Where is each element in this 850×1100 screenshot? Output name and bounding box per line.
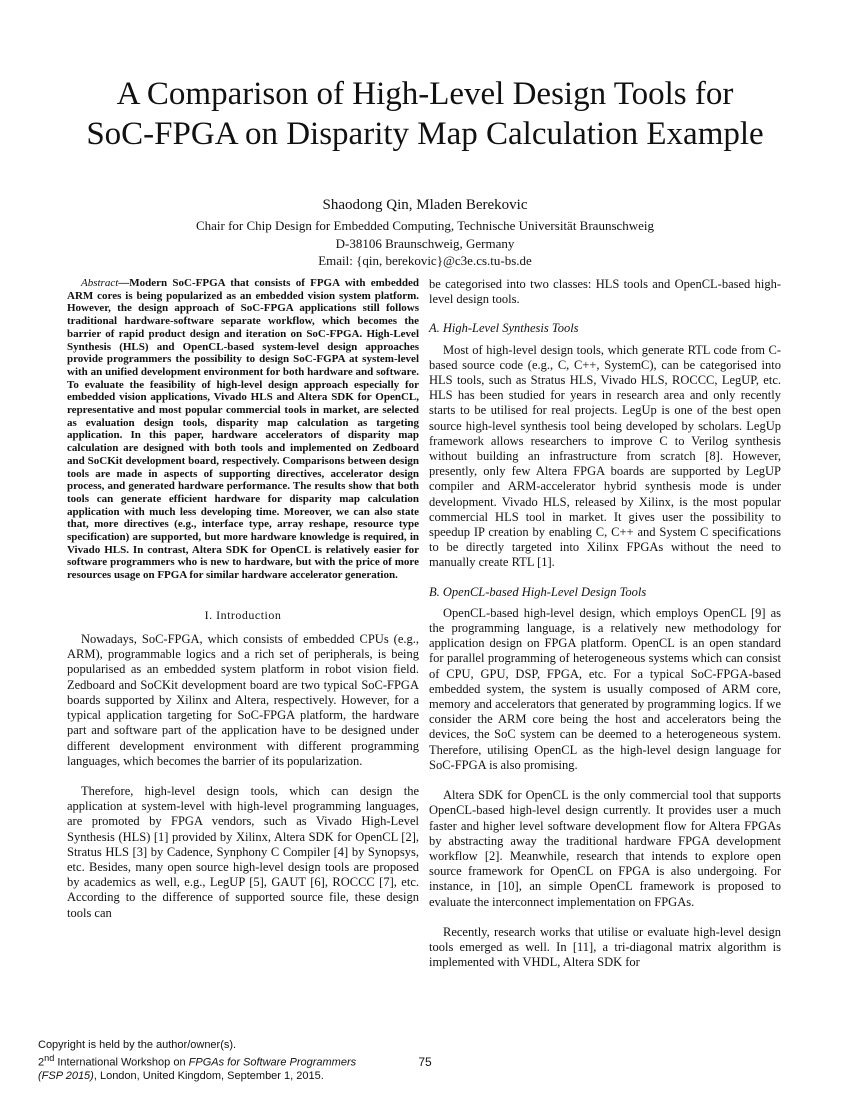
workshop-text: International Workshop on [54,1056,189,1069]
left-column [67,277,419,921]
title-line-1: A Comparison of High-Level Design Tools for [116,76,734,112]
affiliation-email: Email: {qin, berekovic}@c3e.cs.tu-bs.de [318,253,532,268]
section-heading-introduction: I. Introduction [204,607,282,622]
abstract [67,277,419,582]
workshop-acronym: (FSP 2015) [38,1069,94,1082]
opencl-paragraph-1: OpenCL-based high-level design, which employs OpenCL [9] as the programming language, is a relatively new methodology for application design on FPGA platform. OpenCL is an open standard for parallel programming of heterogeneous systems which can consist of CPU, GPU, DSP, FPGA, etc. For a typical SoC-FPGA-based embedded system, the system is usually composed of ARM core, memory and accelerators that generated by programming logics. If we consider the ARM core being the host and accelerators being the devices, the SoC system can be deemed to a heterogeneous system. Therefore, utilising OpenCL as the high-level design language for SoC-FPGA is also promising. [429,605,781,772]
paragraph-gap [429,773,781,788]
intro-paragraph-1: Nowadays, SoC-FPGA, which consists of embedded CPUs (e.g., ARM), programmable logics and a rich set of peripherals, is being popularised as an embedded system platform in robot vision field. Zedboard and SoCKit development board are two typical SoC-FPGA boards supported by Xilinx and Altera, respectively. However, for a typical application targeting for SoC-FPGA platform, the hardware part and software part of the application have to be designed under different development environment with different programming languages, which becomes the barrier of its popularization. [67,632,419,768]
opencl-paragraph-3: Recently, research works that utilise or evaluate high-level design tools emerged as well. In [11], a tri-diagonal matrix algorithm is implemented with VHDL, Altera SDK for [429,924,781,970]
abstract-label: Abstract [81,277,119,289]
paragraph-gap [429,910,781,925]
workshop-location-line [38,1070,378,1083]
abstract-text: —Modern SoC-FPGA that consists of FPGA with embedded ARM cores is being popularized as an embedded vision system platform. However, the design approach of SoC-FPGA applications still follows traditional hardware-software separate workflow, which becomes the barrier of rapid product design and iteration on SoC-FPGA. High-Level Synthesis (HLS) and OpenCL-based system-level design approaches provide programmers the possibility to design SoC-FGPA at system-level with an unified development environment for both hardware and software. To evaluate the feasibility of high-level design approach especially for embedded vision applications, Vivado HLS and Altera SDK for OpenCL, representative and most popular commercial tools in market, are selected as evaluation design tools, disparity map calculation as targeting application. In this paper, hardware accelerators of disparity map calculation are designed with both tools and implemented on Zedboard and SoCKit development board, respectively. Comparisons between design tools are made in aspects of supporting directives, accelerator design process, and generated hardware performance. The results show that both tools can generate efficient hardware for disparity map calculation application with much less developing time. Moreover, we can also state that, more directives (e.g., interface type, array reshape, resource type specification) are supported, but more hardware knowledge is required, in Vivado HLS. In contrast, Altera SDK for OpenCL is relatively easier for software programmers who is new to hardware, but with the price of more resources usage on FPGA for similar hardware accelerator generation. [67,277,419,582]
opencl-paragraph-2: Altera SDK for OpenCL is the only commercial tool that supports OpenCL-based high-level design currently. It provides user a much faster and higher level software development flow for Altera FPGAs by abstracting away the traditional hardware FPGA development workflow [2]. Meanwhile, research that intends to explore open source framework for OpenCL on FPGA is also undergoing. For instance, in [10], an simple OpenCL framework is proposed to evaluate the interconnect implementation on FPGAs. [429,788,781,909]
workshop-ordinal-suffix: nd [44,1053,55,1063]
right-column [429,277,781,970]
title-line-2: SoC-FPGA on Disparity Map Calculation Example [86,116,764,152]
affiliation-line-2: D-38106 Braunschweig, Germany [335,235,515,251]
copyright-notice: Copyright is held by the author/owner(s). [38,1039,237,1051]
subsection-heading-hls: A. High-Level Synthesis Tools [429,321,579,336]
workshop-line [38,1052,378,1070]
intro-paragraph-continued: be categorised into two classes: HLS tools and OpenCL-based high-level design tools. [429,277,781,307]
affiliation-line-1: Chair for Chip Design for Embedded Computing, Technische Universität Braunschweig [195,218,655,233]
page-number: 75 [418,1055,432,1069]
workshop-name: FPGAs for Software Programmers [188,1056,357,1069]
subsection-heading-opencl: B. OpenCL-based High-Level Design Tools [429,584,647,599]
hls-paragraph-1: Most of high-level design tools, which generate RTL code from C-based source code (e.g., C, C++, SystemC), can be categorised into HLS tools, such as Stratus HLS, Vivado HLS, ROCCC, LegUP, etc. HLS has been studied for years in research area and only recently starts to be utilised for real projects. LegUp is one of the best open source high-level synthesis tool being developed by scholars. LegUp framework allows researchers to improve C to Verilog synthesis without building an infrastructure from scratch [8]. However, presently, only few Altera FPGA boards are supported by LegUP compiler and ARM-accelerator hybrid synthesis mode is under development. Vivado HLS, released by Xilinx, is the most popular commercial HLS tool in market. It gives user the possibility to speedup IP creation by enabling C, C++ and System C specifications to be directly targeted into Xilinx FPGAs without the need to manually create RTL [1]. [429,342,781,570]
copyright-footer [38,1039,378,1083]
intro-paragraph-2: Therefore, high-level design tools, which can design the application at system-level with high-level programming languages, are promoted by FPGA vendors, such as Vivado High-Level Synthesis (HLS) [1] provided by Xilinx, Altera SDK for OpenCL [2], Stratus HLS [3] by Cadence, Synphony C Compiler [4] by Synopsys, etc. Besides, many open source high-level design tools are proposed by academics as well, e.g., LegUP [5], GAUT [6], ROCCC [7], etc. According to the difference of supported source file, these design tools can [67,783,419,920]
author-names: Shaodong Qin, Mladen Berekovic [322,197,528,213]
paragraph-gap [67,769,419,784]
workshop-ordinal: 2 [38,1056,45,1069]
paper-title [40,74,810,154]
affiliation-block [0,217,850,270]
workshop-location: , London, United Kingdom, September 1, 2015. [93,1069,324,1082]
